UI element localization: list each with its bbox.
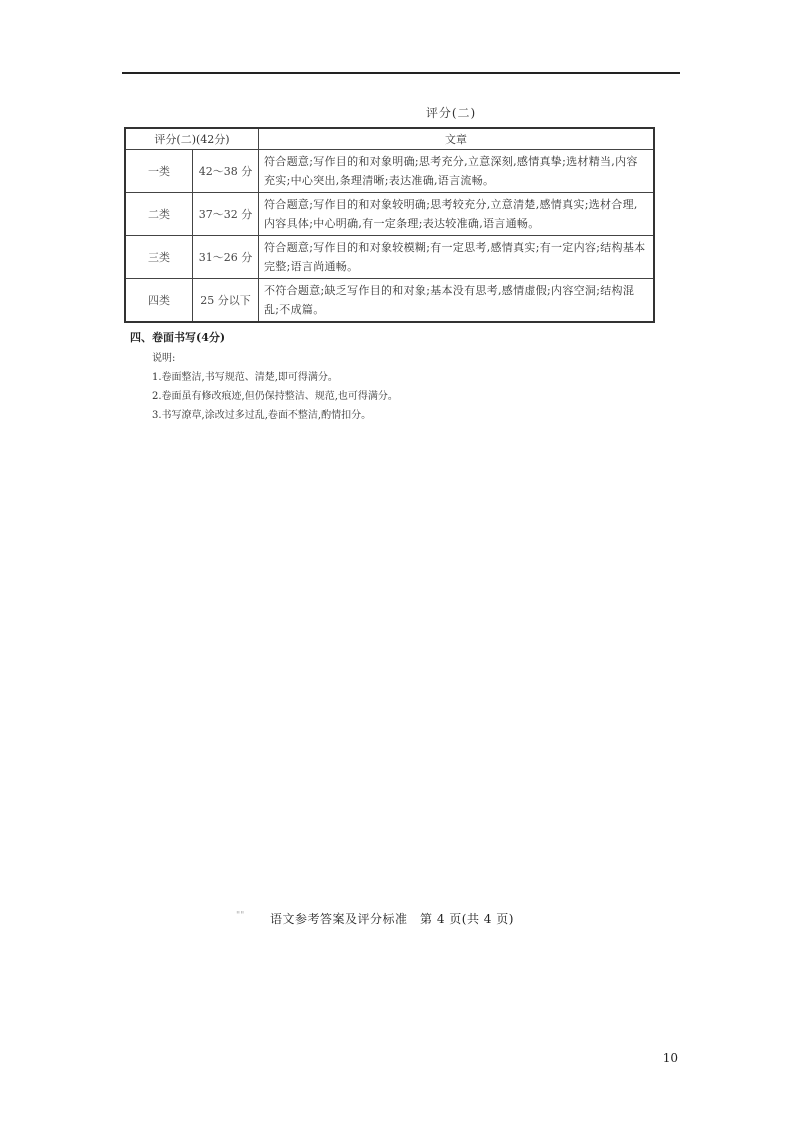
category-cell: 三类 [125,236,193,279]
table-header-row [125,128,654,150]
table-header-essay: 文章 [259,128,655,150]
category-cell: 二类 [125,193,193,236]
rubric-table [124,127,655,323]
table-header-score: 评分(二)(42分) [125,128,259,150]
score-range-cell: 42～38 分 [193,150,259,193]
criteria-cell: 符合题意;写作目的和对象明确;思考充分,立意深刻,感情真挚;选材精当,内容充实;中心突出,条理清晰;表达准确,语言流畅。 [259,150,655,193]
note-item: 3.书写潦草,涂改过多过乱,卷面不整洁,酌情扣分。 [152,410,372,421]
note-item: 1.卷面整洁,书写规范、清楚,即可得满分。 [152,372,338,383]
footer-scan-mark: "" [236,911,245,921]
criteria-cell: 符合题意;写作目的和对象较明确;思考较充分,立意清楚,感情真实;选材合理,内容具体;中心明确,有一定条理;表达较准确,语言通畅。 [259,193,655,236]
table-row [125,193,654,236]
score-range-cell: 25 分以下 [193,279,259,323]
scanned-page [122,104,680,425]
page-number: 10 [662,1051,678,1065]
notes-block [152,349,680,425]
table-title: 评分(二) [425,106,477,120]
table-row [125,150,654,193]
category-cell: 一类 [125,150,193,193]
score-range-cell: 37～32 分 [193,193,259,236]
criteria-cell: 不符合题意;缺乏写作目的和对象;基本没有思考,感情虚假;内容空洞;结构混乱;不成篇。 [259,279,655,323]
header-rule [122,72,680,74]
note-item: 2.卷面虽有修改痕迹,但仍保持整洁、规范,也可得满分。 [152,391,398,402]
page-footer: 语文参考答案及评分标准 第 4 页(共 4 页) [270,912,514,926]
section-heading: 四、卷面书写(4分) [130,331,226,344]
criteria-cell: 符合题意;写作目的和对象较模糊;有一定思考,感情真实;有一定内容;结构基本完整;语言尚通畅。 [259,236,655,279]
score-range-cell: 31～26 分 [193,236,259,279]
category-cell: 四类 [125,279,193,323]
table-row [125,279,654,323]
table-row [125,236,654,279]
notes-intro: 说明: [152,353,176,364]
